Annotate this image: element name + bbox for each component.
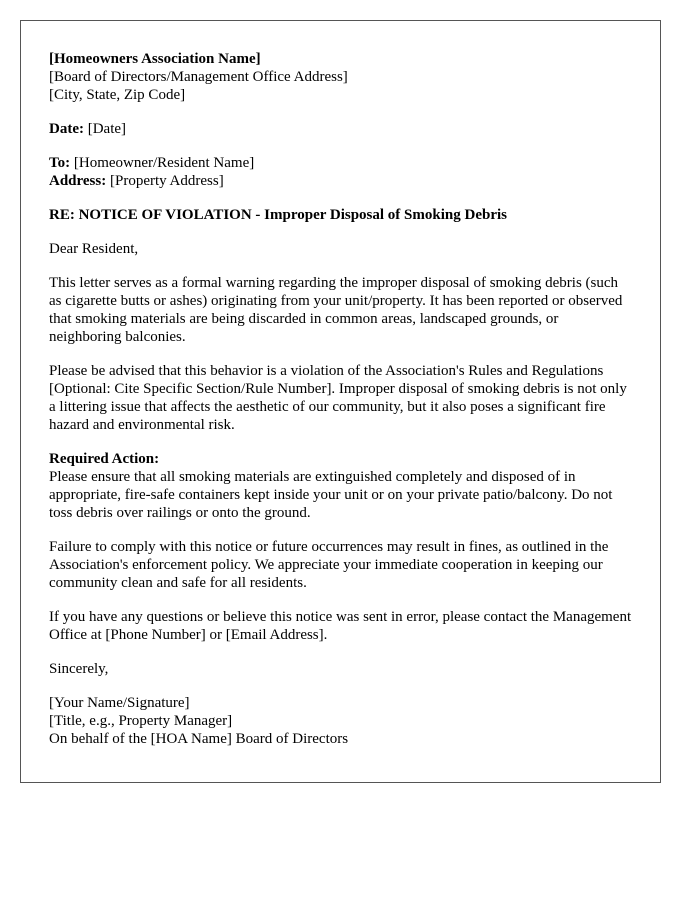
subject-line: RE: NOTICE OF VIOLATION - Improper Disposal of Smoking Debris [49,207,507,223]
violation-letter [20,20,661,783]
paragraph-contact: If you have any questions or believe this notice was sent in error, please contact the Management Office at [Phone Number] or [Email Address]. [49,609,632,643]
required-action-heading: Required Action: [49,451,160,467]
office-address: [Board of Directors/Management Office Address] [49,69,348,85]
date-line [49,120,632,138]
required-action-section [49,450,632,522]
paragraph-warning: This letter serves as a formal warning regarding the improper disposal of smoking debris (such as cigarette butts or ashes) originating from your unit/property. It has been reported or observed that smoking materials are being discarded in common areas, landscaped grounds, or neighboring balconies. [49,275,623,345]
address-line [49,172,632,190]
signature-block [49,694,632,748]
association-name: [Homeowners Association Name] [49,51,261,67]
recipient-block [49,154,632,190]
signature-title: [Title, e.g., Property Manager] [49,713,233,729]
date-value: [Date] [87,121,127,137]
paragraph-violation: Please be advised that this behavior is a violation of the Association's Rules and Regulations [Optional: Cite Specific Section/Rule Number]. Improper disposal of smoking debris is not only a littering issue that affects the aesthetic of our community, but it also poses a significant fire hazard and environmental risk. [49,363,627,433]
letterhead [49,50,632,104]
paragraph-required-action: Please ensure that all smoking materials are extinguished completely and disposed of in appropriate, fire-safe containers kept inside your unit or on your private patio/balcony. Do not toss debris over railings or onto the ground. [49,469,613,521]
paragraph-consequences: Failure to comply with this notice or future occurrences may result in fines, as outlined in the Association's enforcement policy. We appreciate your immediate cooperation in keeping our community clean and safe for all residents. [49,539,609,591]
address-value: [Property Address] [109,173,224,189]
signature-on-behalf: On behalf of the [HOA Name] Board of Directors [49,731,349,747]
signature-name: [Your Name/Signature] [49,695,190,711]
salutation: Dear Resident, [49,241,139,257]
to-line [49,154,632,172]
closing: Sincerely, [49,661,109,677]
to-value: [Homeowner/Resident Name] [73,155,255,171]
address-label: Address: [49,173,107,189]
date-label: Date: [49,121,84,137]
city-state-zip: [City, State, Zip Code] [49,87,186,103]
to-label: To: [49,155,71,171]
